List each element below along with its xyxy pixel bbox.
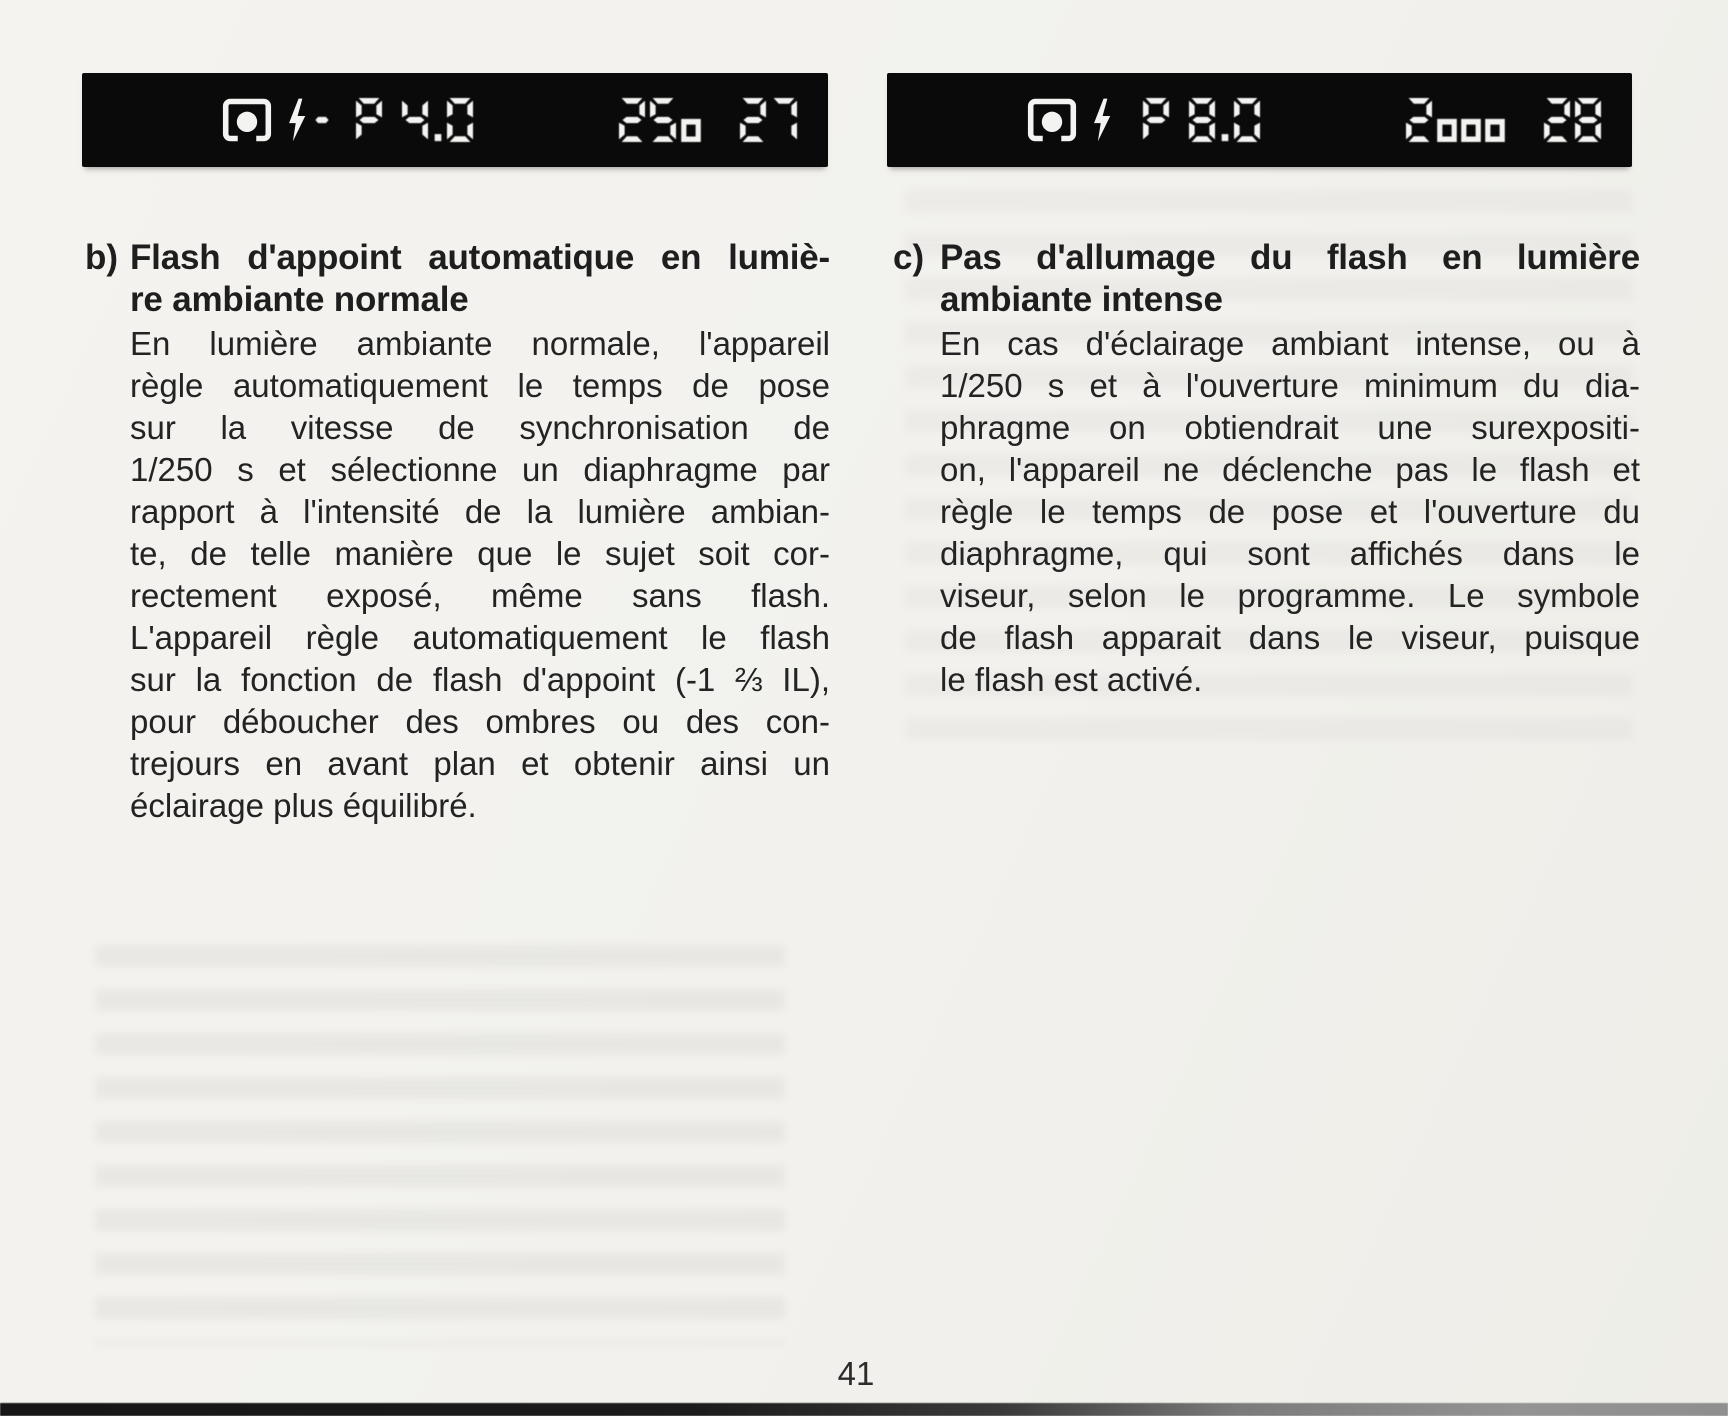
body-line: L'appareil règle automatiquement le flash: [130, 619, 830, 656]
lcd-shutter-display: [1406, 98, 1509, 142]
viewfinder-lcd-left: [82, 73, 828, 167]
lcd-segment-glyph: [1437, 98, 1457, 142]
spot-metering-icon: [222, 96, 272, 144]
body-line: rapport à l'intensité de la lumière ambian-: [130, 493, 830, 530]
section-b-body: [130, 323, 830, 827]
section-c-text: [940, 237, 1640, 701]
bleed-through-texture-bottom-left: [95, 945, 785, 1345]
flash-minus-sign: [313, 98, 331, 142]
lcd-frame-counter: [1544, 98, 1606, 142]
lcd-aperture-display: [1189, 98, 1265, 142]
body-line: sur la fonction de flash d'appoint (-1 ⅔ IL),: [130, 661, 830, 698]
lcd-segment-glyph: [433, 98, 443, 142]
lcd-frame-counter: [740, 98, 802, 142]
body-line: règle automatiquement le temps de pose: [130, 367, 830, 404]
viewfinder-lcd-right: [887, 73, 1632, 167]
section-b: [85, 237, 830, 827]
lcd-shutter-display: [619, 98, 705, 142]
lcd-segment-glyph: [1220, 98, 1230, 142]
heading-line: ambiante intense: [940, 280, 1223, 319]
flash-bolt-icon: [285, 97, 308, 143]
spot-metering-icon: [1027, 96, 1077, 144]
heading-line: Flash d'appoint automatique en lumiè-: [130, 238, 830, 277]
body-line: sur la vitesse de synchronisation de: [130, 409, 830, 446]
section-label: b): [85, 238, 119, 277]
body-line: éclairage plus équilibré.: [130, 787, 477, 824]
lcd-segment-glyph: [1544, 98, 1570, 142]
body-line: 1/250 s et à l'ouverture minimum du dia-: [940, 367, 1640, 404]
lcd-segment-glyph: [1406, 98, 1432, 142]
section-c: [893, 237, 1640, 701]
lcd-segment-glyph: [402, 98, 428, 142]
body-line: rectement exposé, même sans flash.: [130, 577, 830, 614]
section-label: c): [893, 238, 925, 277]
lcd-segment-glyph: [1575, 98, 1601, 142]
section-c-body: [940, 323, 1640, 701]
heading-line: re ambiante normale: [130, 280, 469, 319]
body-line: on, l'appareil ne déclenche pas le flash et: [940, 451, 1640, 488]
section-b-text: [130, 237, 830, 827]
lcd-mode-display: [1143, 98, 1174, 142]
lcd-segment-glyph: [1143, 98, 1169, 142]
section-c-heading: [940, 237, 1640, 321]
lcd-segment-glyph: [619, 98, 645, 142]
body-line: de flash apparait dans le viseur, puisque: [940, 619, 1640, 656]
body-line: pour déboucher des ombres ou des con-: [130, 703, 830, 740]
lcd-segment-glyph: [1189, 98, 1215, 142]
scan-edge-shadow: [0, 1403, 1728, 1416]
lcd-mode-display: [356, 98, 387, 142]
body-line: te, de telle manière que le sujet soit cor-: [130, 535, 830, 572]
flash-bolt-icon: [1090, 97, 1113, 143]
lcd-segment-glyph: [313, 98, 331, 142]
body-line: viseur, selon le programme. Le symbole: [940, 577, 1640, 614]
section-b-heading: [130, 237, 830, 321]
lcd-segment-glyph: [1234, 98, 1260, 142]
lcd-segment-glyph: [771, 98, 797, 142]
lcd-segment-glyph: [447, 98, 473, 142]
body-line: 1/250 s et sélectionne un diaphragme par: [130, 451, 830, 488]
lcd-segment-glyph: [356, 98, 382, 142]
body-line: diaphragme, qui sont affichés dans le: [940, 535, 1640, 572]
body-line: En lumière ambiante normale, l'appareil: [130, 325, 830, 362]
body-line: le flash est activé.: [940, 661, 1203, 698]
lcd-segment-glyph: [650, 98, 676, 142]
heading-line: Pas d'allumage du flash en lumière: [940, 238, 1640, 277]
lcd-segment-glyph: [1461, 98, 1481, 142]
body-line: En cas d'éclairage ambiant intense, ou à: [940, 325, 1640, 362]
body-line: règle le temps de pose et l'ouverture du: [940, 493, 1640, 530]
body-line: phragme on obtiendrait une surexpositi-: [940, 409, 1640, 446]
body-line: trejours en avant plan et obtenir ainsi un: [130, 745, 830, 782]
lcd-segment-glyph: [740, 98, 766, 142]
lcd-segment-glyph: [1485, 98, 1505, 142]
lcd-aperture-display: [402, 98, 478, 142]
page-number: 41: [837, 1355, 875, 1392]
lcd-segment-glyph: [681, 98, 701, 142]
